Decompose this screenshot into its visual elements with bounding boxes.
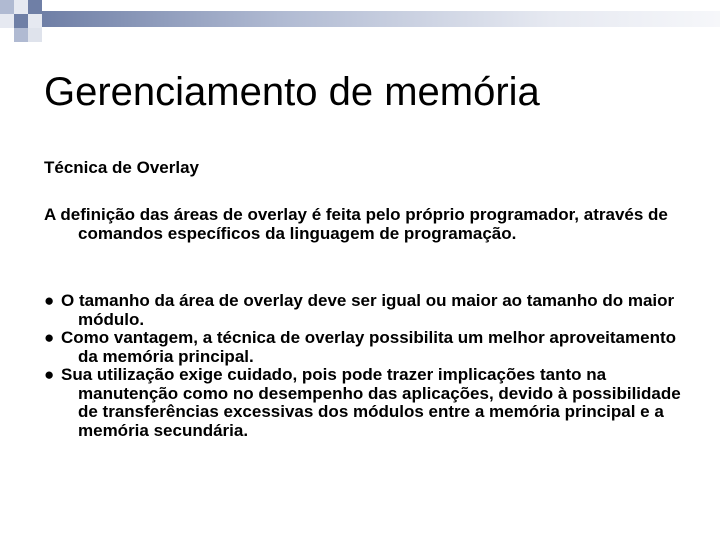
decor-square [28,28,42,42]
decor-square [0,14,14,28]
list-item [44,292,684,329]
bullet-dot-icon: ● [44,328,55,347]
bullet-text: O tamanho da área de overlay deve ser igual ou maior ao tamanho do maior módulo. [61,291,675,329]
intro-paragraph: A definição das áreas de overlay é feita pelo próprio programador, através de comandos específicos da linguagem de programação. [44,205,668,243]
decor-square [14,0,28,14]
bullet-dot-icon: ● [44,365,55,384]
header-decoration [0,0,720,48]
bullet-text: Como vantagem, a técnica de overlay possibilita um melhor aproveitamento da memória principal. [61,328,677,366]
slide-title: Gerenciamento de memória [44,70,540,114]
list-item [44,366,684,440]
bullet-text: Sua utilização exige cuidado, pois pode trazer implicações tanto na manutenção como no desempenho das aplicações, devido à possibilidade de transferências excessivas dos módulos entre a memória principal e a memória secundária. [61,365,681,440]
list-item [44,329,684,366]
decor-square [28,0,42,14]
slide-subtitle: Técnica de Overlay [44,158,199,177]
header-gradient-bar [42,11,720,27]
decor-square [14,14,28,28]
decor-square [28,14,42,28]
bullet-list [44,292,684,440]
decor-square [0,0,14,14]
decor-square [14,28,28,42]
bullet-dot-icon: ● [44,291,55,310]
